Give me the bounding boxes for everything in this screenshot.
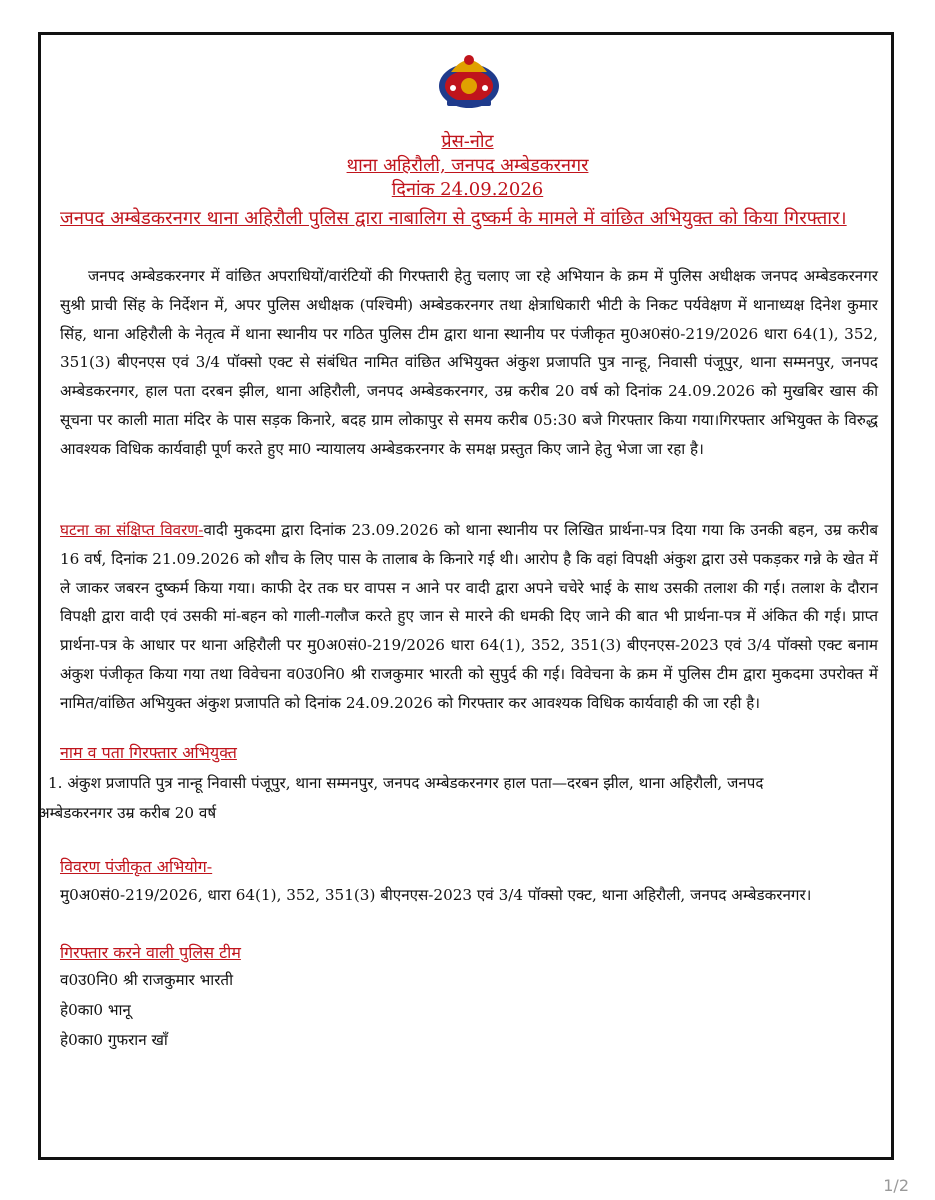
station-title: थाना अहिरौली, जनपद अम्बेडकरनगर [346,155,589,176]
up-police-emblem-icon [433,42,505,114]
press-note-title: प्रेस-नोट [441,131,494,152]
case-text: मु0अ0सं0-219/2026, धारा 64(1), 352, 351(3) बीएनएस-2023 एवं 3/4 पॉक्सो एक्ट, थाना अहिरौली, जनपद अम्बेडकरनगर। [60,886,812,904]
incident-text: वादी मुकदमा द्वारा दिनांक 23.09.2026 को थाना स्थानीय पर लिखित प्रार्थना-पत्र दिया गया कि उनकी बहन, उम्र करीब 16 वर्ष, दिनांक 21.09.2026 को शौच के लिए पास के तालाब के किनारे गई थी। आरोप है कि वहां विपक्षी अंकुश द्वारा उसे पकड़कर गन्ने के खेत में ले जाकर जबरन दुष्कर्म किया गया। काफी देर तक घर वापस न आने पर वादी द्वारा अपने चचेरे भाई के साथ उसकी तलाश की गई। तलाश के दौरान विपक्षी द्वारा वादी एवं उसकी मां-बहन को गाली-गलौज करते हुए जान से मारने की धमकी दिए जाने की बात भी प्रार्थना-पत्र में अंकित की गई। प्राप्त प्रार्थना-पत्र के आधार पर थाना अहिरौली पर मु0अ0सं0-219/2026 धारा 64(1), 352, 351(3) बीएनएस-2023 एवं 3/4 पॉक्सो एक्ट बनाम अंकुश पंजीकृत किया गया तथा विवेचना व0उ0नि0 श्री राजकुमार भारती को सुपुर्द की गई। विवेचना के क्रम में पुलिस टीम द्वारा मुकदमा उपरोक्त में नामित/वांछित अभियुक्त अंकुश प्रजापति को दिनांक 24.09.2026 को गिरफ्तार कर आवश्यक विधिक कार्यवाही की जा रही है। [60,521,878,712]
team-member: हे0का0 गुफरान खाँ [60,1031,168,1049]
incident-title: घटना का संक्षिप्त विवरण- [60,521,204,539]
accused-line-1: 1. अंकुश प्रजापति पुत्र नान्हू निवासी पंजूपुर, थाना सम्मनपुर, जनपद अम्बेडकरनगर हाल पता—दरबन झील, थाना अहिरौली, जनपद [48,774,764,792]
team-title: गिरफ्तार करने वाली पुलिस टीम [60,943,241,962]
accused-line-2: अम्बेडकरनगर उम्र करीब 20 वर्ष [38,804,217,822]
team-member: हे0का0 भानू [60,1001,131,1019]
accused-title: नाम व पता गिरफ्तार अभियुक्त [60,743,237,762]
intro-paragraph: जनपद अम्बेडकरनगर में वांछित अपराधियों/वारंटियों की गिरफ्तारी हेतु चलाए जा रहे अभियान के क्रम में पुलिस अधीक्षक जनपद अम्बेडकरनगर सुश्री प्राची सिंह के निर्देशन में, अपर पुलिस अधीक्षक (पश्चिमी) अम्बेडकरनगर तथा क्षेत्राधिकारी भीटी के निकट पर्यवेक्षण में थानाध्यक्ष दिनेश कुमार सिंह, थाना अहिरौली के नेतृत्व में थाना स्थानीय पर गठित पुलिस टीम द्वारा थाना स्थानीय पर पंजीकृत मु0अ0सं0-219/2026 धारा 64(1), 352, 351(3) बीएनएस एवं 3/4 पॉक्सो एक्ट से संबंधित नामित वांछित अभियुक्त अंकुश प्रजापति पुत्र नान्हू, निवासी पंजूपुर, थाना सम्मनपुर, जनपद अम्बेडकरनगर, हाल पता दरबन झील, थाना अहिरौली, जनपद अम्बेडकरनगर, उम्र करीब 20 वर्ष को दिनांक 24.09.2026 को मुखबिर खास की सूचना पर काली माता मंदिर के पास सड़क किनारे, बदह ग्राम लोकापुर से समय करीब 05:30 बजे गिरफ्तार किया गया।गिरफ्तार अभियुक्त के विरुद्ध आवश्यक विधिक कार्यवाही पूर्ण करते हुए मा0 न्यायालय अम्बेडकरनगर के समक्ष प्रस्तुत किए जाने हेतु भेजा जा रहा है। [60,267,878,458]
team-member: व0उ0नि0 श्री राजकुमार भारती [60,971,234,989]
headline: जनपद अम्बेडकरनगर थाना अहिरौली पुलिस द्वारा नाबालिग से दुष्कर्म के मामले में वांछित अभियुक्त को किया गिरफ्तार। [60,208,847,229]
incident-paragraph [60,516,878,718]
date-title: दिनांक 24.09.2026 [391,179,544,200]
case-title: विवरण पंजीकृत अभियोग- [60,857,213,876]
page-indicator: 1/2 [883,1176,909,1195]
